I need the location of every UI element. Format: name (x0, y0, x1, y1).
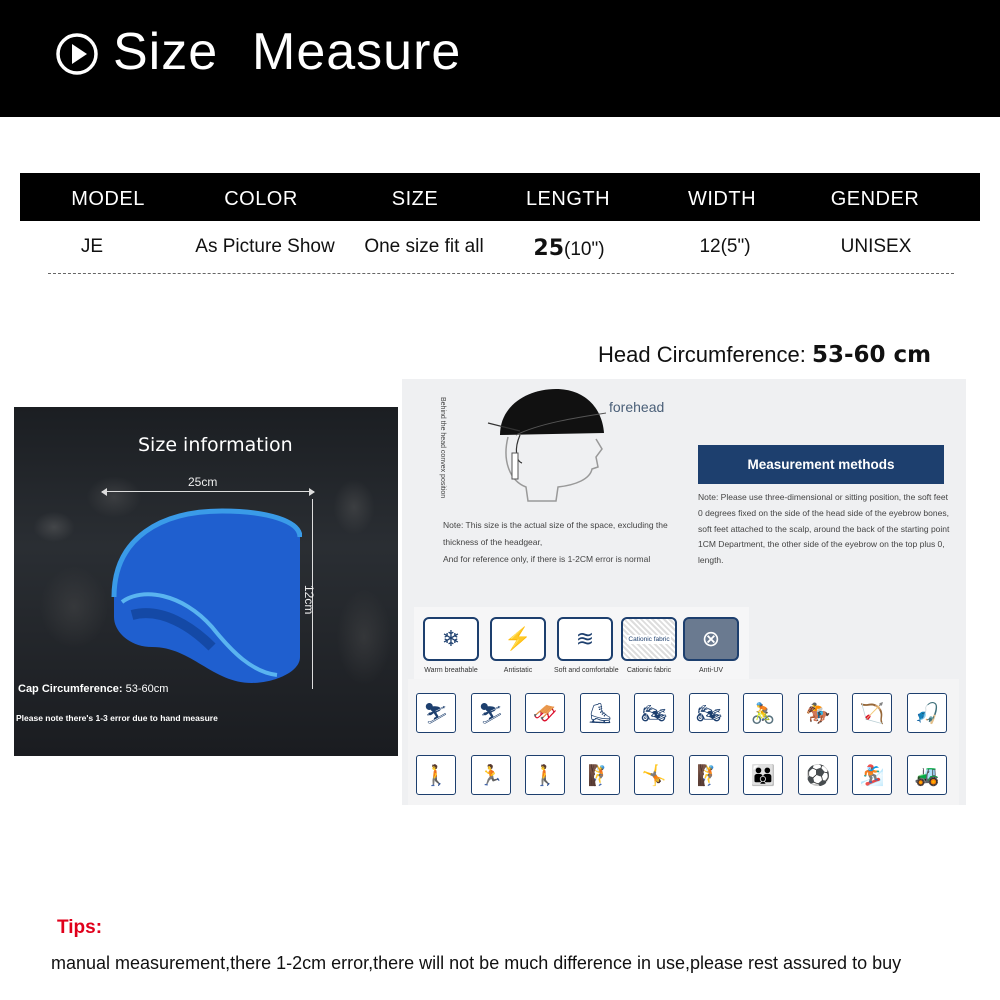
value-length-inch: (10") (564, 239, 605, 260)
value-width: 12(5") (699, 236, 751, 257)
hiking-icon: 🚶 (416, 755, 456, 795)
skating-icon: ⛸ (580, 693, 620, 733)
family-icon: 👪 (743, 755, 783, 795)
value-size: One size fit all (364, 236, 484, 257)
feature-label: Anti-UV (698, 667, 724, 674)
value-length-cm: 25 (533, 236, 565, 261)
measurement-methods-note: Note: Please use three-dimensional or sitting position, the soft feet 0 degrees fixed on the side of the head side of the eyebrow bones, soft feet attached to the scalp, around the back of the starting point 1CM Department, the other side of the eyebrow on the top plus 0, length. (698, 492, 950, 566)
header-size: SIZE (391, 188, 439, 210)
forehead-label: forehead (609, 399, 665, 415)
spec-table-header (20, 173, 980, 221)
ice-fishing-icon: 🎣 (907, 693, 947, 733)
archery-icon: 🏹 (852, 693, 892, 733)
head-circumference-label: Head Circumference: (598, 342, 812, 367)
table-divider (48, 273, 954, 274)
value-model: JE (80, 236, 104, 257)
head-circumference-value: 53-60 cm (811, 342, 932, 368)
anti-uv-icon: ⊗ (683, 617, 739, 661)
feature-warm-breathable (420, 617, 482, 674)
feature-label: Soft and comfortable (554, 667, 619, 674)
tips-body: manual measurement,there 1-2cm error,there will not be much difference in use,please rest assured to buy (51, 953, 902, 973)
measurement-panel (402, 379, 966, 805)
size-info-title: Size information (138, 434, 293, 456)
feature-label: Warm breathable (424, 667, 478, 674)
play-circle-icon (55, 32, 99, 76)
cap-circumference-label: Cap Circumference: (18, 683, 123, 695)
cap-circumference-value: 53-60cm (125, 683, 169, 695)
crawling-icon: 🤸 (634, 755, 674, 795)
value-color: As Picture Show (195, 236, 335, 257)
waves-icon: ≋ (557, 617, 613, 661)
rock-climbing-icon: 🧗 (689, 755, 729, 795)
header-length: LENGTH (525, 188, 611, 210)
product-size-photo (14, 407, 398, 756)
banner-title-measure: Measure (252, 23, 462, 81)
downhill-ski-icon: ⛷ (471, 693, 511, 733)
value-length (533, 236, 604, 261)
feature-antistatic (487, 617, 549, 674)
space-size-note-line: And for reference only, if there is 1-2CM error is normal (443, 554, 651, 564)
head-circumference (598, 342, 931, 368)
header-banner (0, 0, 1000, 117)
width-dimension-label: 12cm (302, 585, 316, 615)
space-size-note-line: thickness of the headgear, (443, 537, 543, 547)
snowmobile-icon: 🏍 (634, 693, 674, 733)
measurement-methods-title: Measurement methods (698, 445, 944, 484)
feature-soft-comfortable (554, 617, 619, 674)
length-dimension-label: 25cm (188, 475, 218, 489)
cap-circumference (18, 683, 168, 695)
feature-label: Cationic fabric (626, 667, 672, 674)
tips-title: Tips: (57, 917, 103, 938)
motorcycle-icon: 🏍 (689, 693, 729, 733)
length-dimension-line (102, 491, 314, 492)
header-model: MODEL (71, 188, 145, 210)
sledding-icon: 🛷 (525, 693, 565, 733)
head-position-note: Behind the head convex position (439, 397, 446, 499)
header-width: WIDTH (687, 188, 757, 210)
sports-icons-grid (408, 679, 959, 805)
horse-riding-icon: 🏇 (798, 693, 838, 733)
measure-error-note: Please note there's 1-3 error due to hand measure (16, 713, 218, 723)
space-size-note (443, 517, 683, 568)
head-diagram-icon (480, 383, 620, 511)
climbing-icon: 🧗 (580, 755, 620, 795)
headband-image (102, 497, 302, 697)
space-size-note-line: Note: This size is the actual size of the space, excluding the (443, 520, 668, 530)
fabric-icon (621, 617, 677, 661)
feature-anti-uv (680, 617, 742, 674)
cross-country-ski-icon: ⛷ (416, 693, 456, 733)
feature-icons-row (414, 607, 749, 683)
header-color: COLOR (224, 188, 298, 210)
trekking-icon: 🚶 (525, 755, 565, 795)
feature-cationic-fabric (618, 617, 680, 674)
fabric-icon-label: Cationic fabric (628, 635, 670, 643)
running-icon: 🏃 (471, 755, 511, 795)
ball-sport-icon: ⚽ (798, 755, 838, 795)
cycling-icon: 🚴 (743, 693, 783, 733)
snowboard-icon: 🏂 (852, 755, 892, 795)
lightning-icon: ⚡ (490, 617, 546, 661)
value-gender: UNISEX (840, 236, 912, 257)
atv-icon: 🚜 (907, 755, 947, 795)
feature-label: Antistatic (503, 667, 533, 674)
snowflake-icon: ❄ (423, 617, 479, 661)
banner-title-size: Size (113, 23, 219, 81)
header-gender: GENDER (830, 188, 920, 210)
